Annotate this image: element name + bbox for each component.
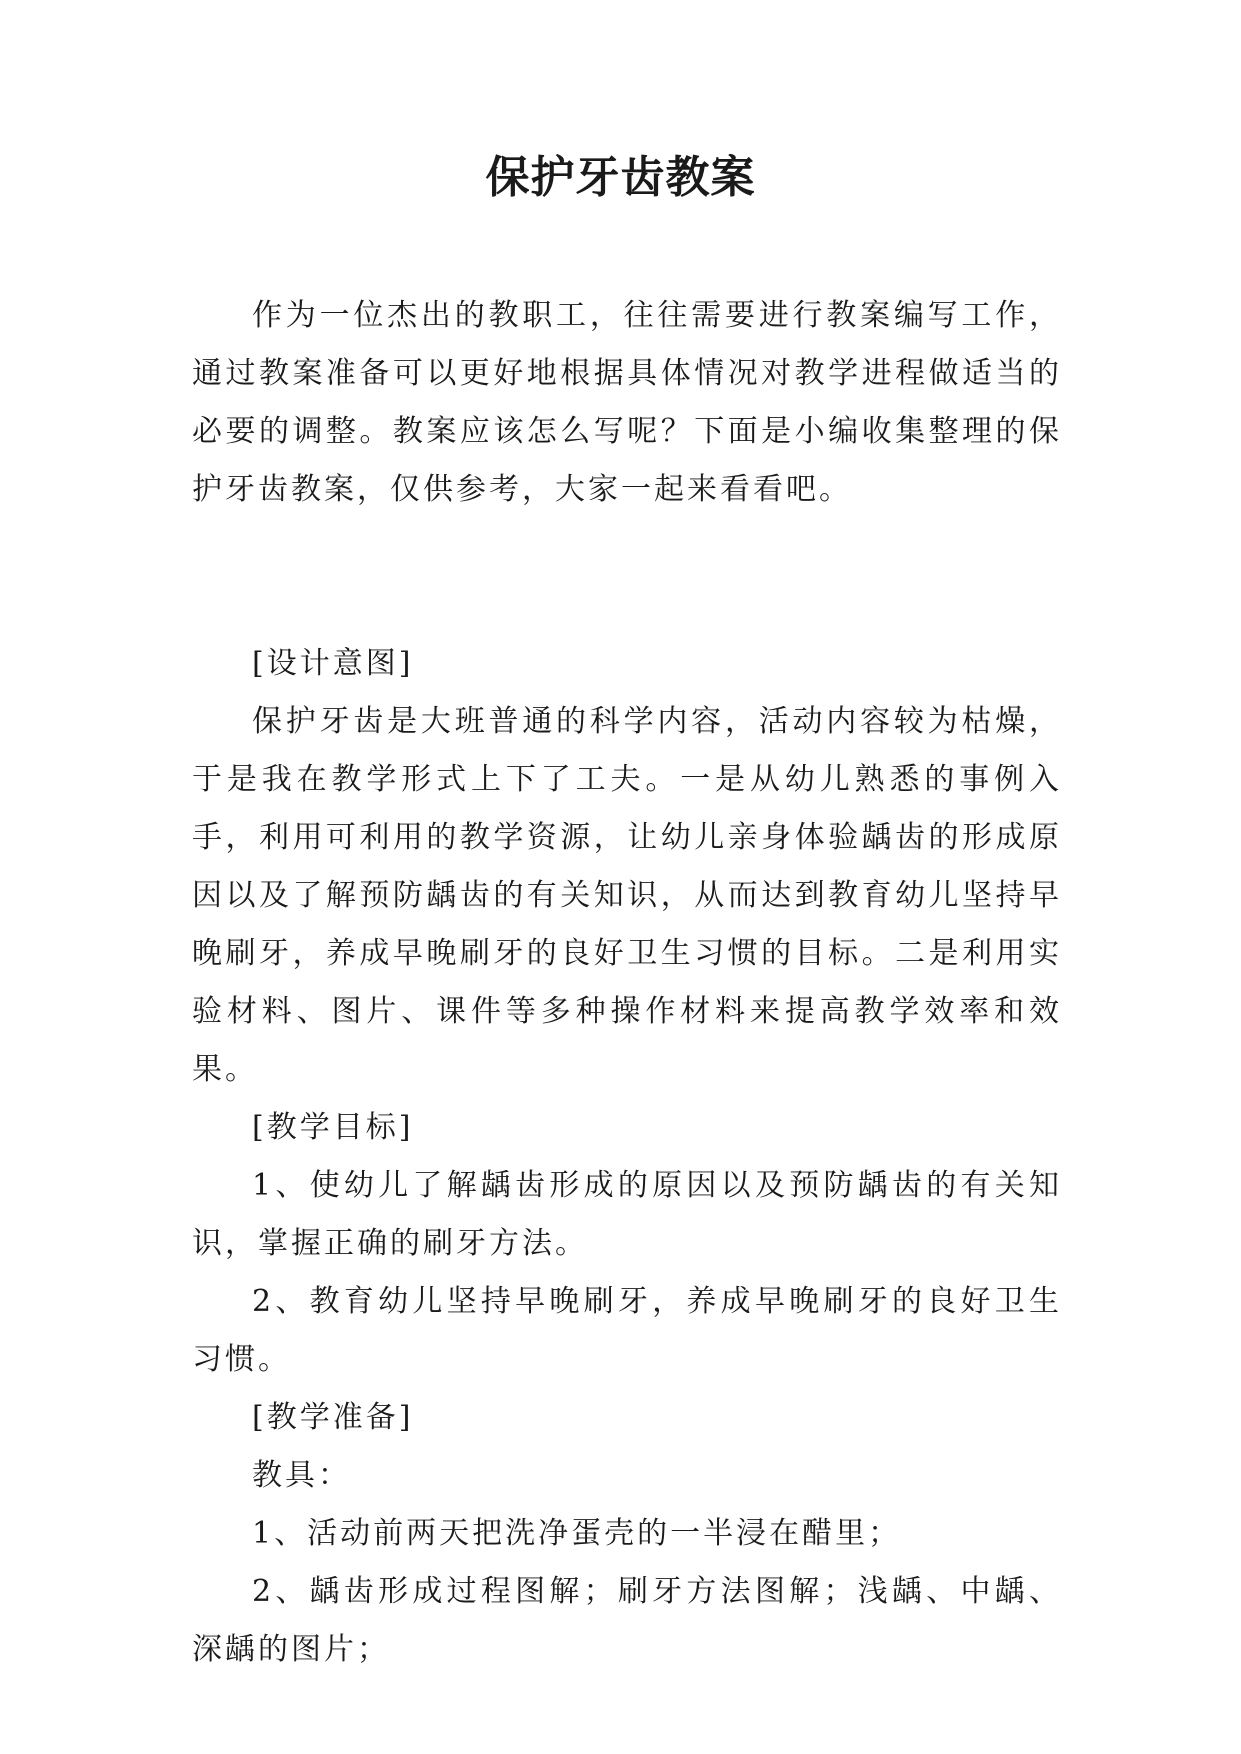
document-title: 保护牙齿教案: [485, 152, 756, 203]
intro-paragraph: 作为一位杰出的教职工，往往需要进行教案编写工作，通过教案准备可以更好地根据具体情况对教学进程做适当的必要的调整。教案应该怎么写呢？下面是小编收集整理的保护牙齿教案，仅供参考，大家一起来看看吧。: [192, 298, 1062, 507]
section-heading-teaching-prep: [教学准备]: [252, 1400, 414, 1435]
section-heading-teaching-goals: [教学目标]: [252, 1110, 414, 1145]
section-heading-design-intent: [设计意图]: [252, 646, 414, 681]
paragraph-spacer: [192, 519, 1062, 635]
document-body: [192, 287, 1062, 1679]
teaching-goal-item: 1、使幼儿了解龋齿形成的原因以及预防龋齿的有关知识，掌握正确的刷牙方法。: [192, 1168, 1062, 1261]
design-intent-paragraph: 保护牙齿是大班普通的科学内容，活动内容较为枯燥，于是我在教学形式上下了工夫。一是从幼儿熟悉的事例入手，利用可利用的教学资源，让幼儿亲身体验龋齿的形成原因以及了解预防龋齿的有关知识，从而达到教育幼儿坚持早晚刷牙，养成早晚刷牙的良好卫生习惯的目标。二是利用实验材料、图片、课件等多种操作材料来提高教学效率和效果。: [192, 704, 1062, 1087]
teaching-goal-item: 2、教育幼儿坚持早晚刷牙，养成早晚刷牙的良好卫生习惯。: [192, 1284, 1062, 1377]
teaching-aids-label: 教具：: [252, 1458, 351, 1493]
teaching-prep-item: 2、龋齿形成过程图解；刷牙方法图解；浅龋、中龋、深龋的图片；: [192, 1574, 1062, 1667]
teaching-prep-item: 1、活动前两天把洗净蛋壳的一半浸在醋里；: [252, 1516, 902, 1551]
